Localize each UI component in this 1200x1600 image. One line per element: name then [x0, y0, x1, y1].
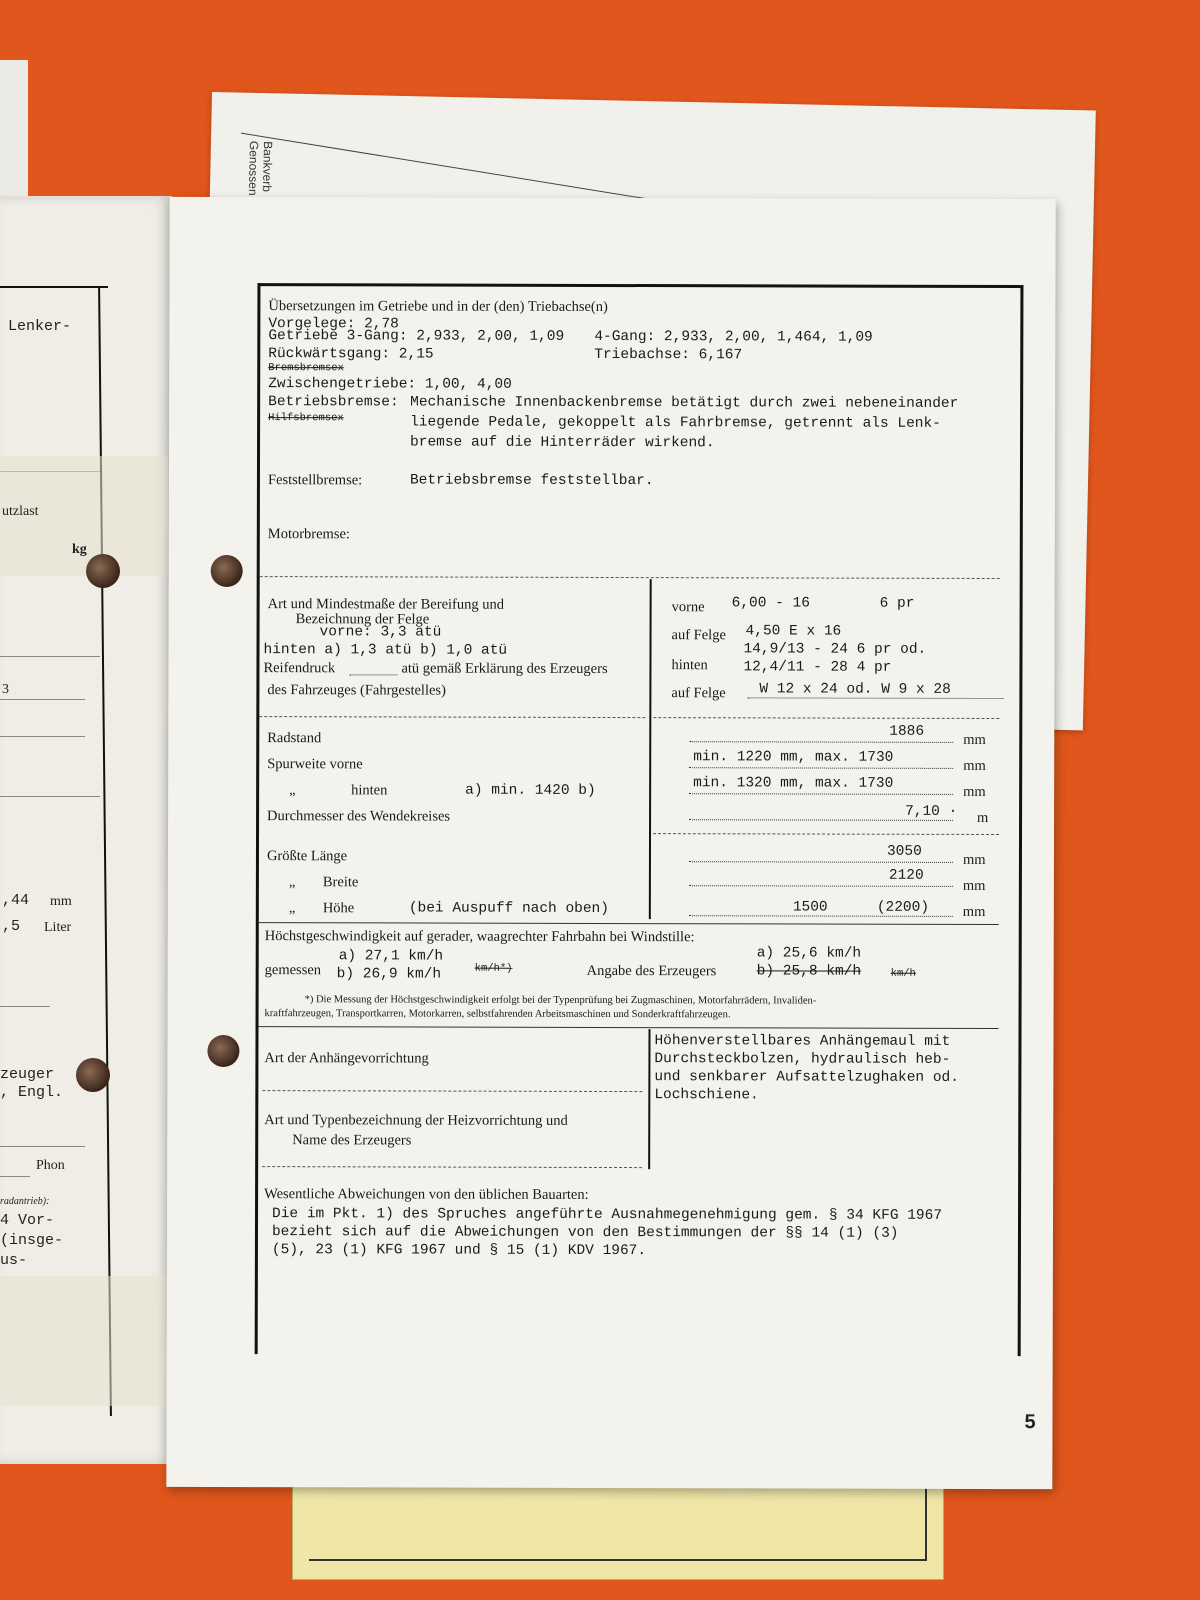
zwischengetriebe: Zwischengetriebe: 1,00, 4,00 — [268, 376, 512, 393]
hinten-tyre-b: 12,4/11 - 28 4 pr — [743, 659, 892, 676]
abweichungen-label: Wesentliche Abweichungen von den üblichen Bauarten: — [264, 1186, 589, 1203]
groesste-laenge-label: Größte Länge — [266, 848, 348, 865]
gemessen-b: b) 26,9 km/h — [336, 966, 442, 983]
left-mm: mm — [50, 894, 72, 909]
feststellbremse-value: Betriebsbremse feststellbar. — [409, 472, 654, 490]
heizvorrichtung-label-2: Name des Erzeugers — [292, 1132, 412, 1149]
anhaenge-text-4: Lochschiene. — [654, 1087, 759, 1104]
page-number: 5 — [1024, 1411, 1036, 1434]
hinten-label: hinten — [671, 657, 708, 674]
felge-vorne: 4,50 E x 16 — [745, 623, 842, 640]
struck-text: km/h — [890, 967, 916, 980]
radstand-value: 1886 — [889, 723, 925, 740]
footnote-1: *) Die Messung der Höchstgeschwindigkeit erfolgt bei der Typenprüfung bei Zugmaschinen, Motorfahrrädern, Invaliden- — [304, 994, 817, 1007]
background-doc-vertical-text: Bankverb Genossen — [245, 140, 275, 196]
hoehe-label: Höhe — [322, 900, 355, 917]
left-v5: ,5 — [2, 918, 21, 935]
binder-hole — [76, 1058, 110, 1092]
spurweite-hinten-a: a) min. 1420 b) — [465, 782, 596, 799]
breite-value: 2120 — [888, 867, 924, 884]
left-phon: Phon — [36, 1158, 65, 1173]
hinten-tyre-a: 14,9/13 - 24 6 pr od. — [743, 641, 927, 658]
unit-mm: mm — [963, 731, 986, 748]
abweichungen-text-2: bezieht sich auf die Abweichungen von den Bestimmungen der §§ 14 (1) (3) — [271, 1224, 899, 1242]
reifendruck-text: atü gemäß Erklärung des Erzeugers — [401, 660, 608, 677]
binder-hole — [207, 1035, 239, 1067]
angabe-a: a) 25,6 km/h — [756, 945, 862, 962]
getriebe-4-gang: 4-Gang: 2,933, 2,00, 1,464, 1,09 — [594, 328, 873, 346]
getriebe-3-gang: Getriebe 3-Gang: 2,933, 2,00, 1,09 — [268, 328, 565, 345]
left-lenker: Lenker- — [8, 318, 72, 335]
hoehe-value-2: (2200) — [876, 899, 930, 916]
spurweite-hinten: min. 1320 mm, max. 1730 — [693, 775, 894, 792]
betriebsbremse-text-2: liegende Pedale, gekoppelt als Fahrbremse, getrennt als Lenk- — [410, 414, 941, 432]
main-page — [166, 197, 1055, 1489]
hoehe-value: 1500 — [792, 899, 828, 916]
ditto-mark: „ — [288, 874, 296, 891]
column-divider — [648, 1029, 650, 1169]
unit-mm: mm — [963, 757, 986, 774]
left-us: us- — [0, 1252, 28, 1269]
unit-mm: mm — [963, 783, 986, 800]
anhaenge-text-1: Höhenverstellbares Anhängemaul mit — [654, 1033, 951, 1050]
abweichungen-text-1: Die im Pkt. 1) des Spruches angeführte Ausnahmegenehmigung gem. § 34 KFG 1967 — [272, 1206, 943, 1224]
triebachse: Triebachse: 6,167 — [594, 346, 743, 364]
unit-mm: mm — [962, 903, 986, 920]
left-page — [0, 196, 172, 1464]
spurweite-label: Spurweite vorne — [267, 756, 363, 773]
angabe-label: Angabe des Erzeugers — [586, 962, 717, 980]
bereifung-label-1: Art und Mindestmaße der Bereifung und — [267, 596, 505, 613]
unit-m: m — [977, 809, 989, 826]
column-divider — [649, 579, 652, 919]
wendekreis-value: 7,10 · — [905, 803, 958, 820]
left-kg: kg — [72, 542, 87, 557]
abweichungen-text-3: (5), 23 (1) KFG 1967 und § 15 (1) KDV 1967. — [271, 1242, 647, 1260]
left-v44: ,44 — [2, 892, 30, 909]
uebersetzungen-label: Übersetzungen im Getriebe und in der (den) Triebachse(n) — [268, 298, 608, 315]
anhaenge-text-3: und senkbarer Aufsattelzughaken od. — [654, 1069, 959, 1086]
laenge-value: 3050 — [886, 843, 922, 860]
vorne-tyre-size: 6,00 - 16 — [731, 595, 810, 612]
vorne-ply-rating: 6 pr — [879, 595, 915, 612]
left-nutzlast: utzlast — [2, 504, 39, 519]
left-engl: , Engl. — [0, 1084, 64, 1101]
binder-hole — [86, 554, 120, 588]
hoehe-note: (bei Auspuff nach oben) — [408, 900, 609, 917]
bereifung-label-2: Bezeichnung der Felge — [295, 611, 430, 628]
gemessen-label: gemessen — [264, 962, 322, 979]
radstand-label: Radstand — [267, 730, 322, 747]
left-vor: 4 Vor- — [0, 1212, 55, 1229]
betriebsbremse-text-3: bremse auf die Hinterräder wirkend. — [410, 434, 715, 452]
ditto-mark: „ — [288, 900, 296, 917]
binder-hole — [211, 555, 243, 587]
ditto-mark: „ — [289, 782, 296, 799]
angabe-b: b) 25,8 km/h — [756, 963, 862, 980]
left-zeuger: zeuger — [0, 1066, 55, 1083]
felge-hinten: W 12 x 24 od. W 9 x 28 — [759, 681, 951, 698]
vorgelege: Vorgelege: 2,78 — [268, 316, 399, 333]
auf-felge-label: auf Felge — [671, 627, 726, 644]
struck-text: Bremsbremsex — [268, 362, 344, 375]
reifendruck-vorne: vorne: 3,3 atü — [319, 624, 442, 641]
form-frame — [255, 283, 1024, 1356]
reifendruck-label: Reifendruck — [263, 660, 336, 677]
auf-felge-label: auf Felge — [671, 685, 726, 702]
heizvorrichtung-label-1: Art und Typenbezeichnung der Heizvorrichtung und — [264, 1112, 568, 1129]
left-frame-top — [0, 286, 108, 288]
rueckwaertsgang: Rückwärtsgang: 2,15 — [268, 346, 434, 363]
unit-mm: mm — [962, 877, 986, 894]
left-insge: (insge- — [0, 1232, 64, 1249]
fahrzeuges-label: des Fahrzeuges (Fahrgestelles) — [267, 682, 446, 699]
anhaenge-label: Art der Anhängevorrichtung — [264, 1050, 429, 1067]
hoechstgeschw-label: Höchstgeschwindigkeit auf gerader, waagrechter Fahrbahn bei Windstille: — [264, 928, 695, 946]
motorbremse-label: Motorbremse: — [267, 526, 350, 543]
vorne-label: vorne — [671, 599, 705, 616]
left-three: 3 — [2, 682, 9, 697]
reifendruck-hinten: hinten a) 1,3 atü b) 1,0 atü — [263, 642, 508, 659]
unit-mm: mm — [962, 851, 986, 868]
spurweite-vorne: min. 1220 mm, max. 1730 — [693, 749, 894, 766]
breite-label: Breite — [322, 874, 359, 891]
struck-text: Hilfsbremsex — [268, 412, 344, 425]
spurweite-hinten-label: hinten — [351, 782, 388, 799]
background-paper-edge — [0, 60, 28, 200]
betriebsbremse-text-1: Mechanische Innenbackenbremse betätigt durch zwei nebeneinander — [410, 394, 959, 412]
betriebsbremse-label: Betriebsbremse: — [268, 394, 399, 411]
anhaenge-text-2: Durchsteckbolzen, hydraulisch heb- — [654, 1051, 951, 1068]
feststellbremse-label: Feststellbremse: — [267, 472, 363, 489]
wendekreis-label: Durchmesser des Wendekreises — [267, 808, 451, 825]
left-liter: Liter — [44, 920, 72, 935]
footnote-2: kraftfahrzeugen, Transportkarren, Motorkarren, selbstfahrenden Arbeitsmaschinen und Sonderkraftfahrzeugen. — [264, 1008, 731, 1021]
left-radantrieb: radantrieb): — [0, 1196, 50, 1207]
struck-text: km/h*) — [474, 962, 513, 975]
gemessen-a: a) 27,1 km/h — [338, 948, 444, 965]
